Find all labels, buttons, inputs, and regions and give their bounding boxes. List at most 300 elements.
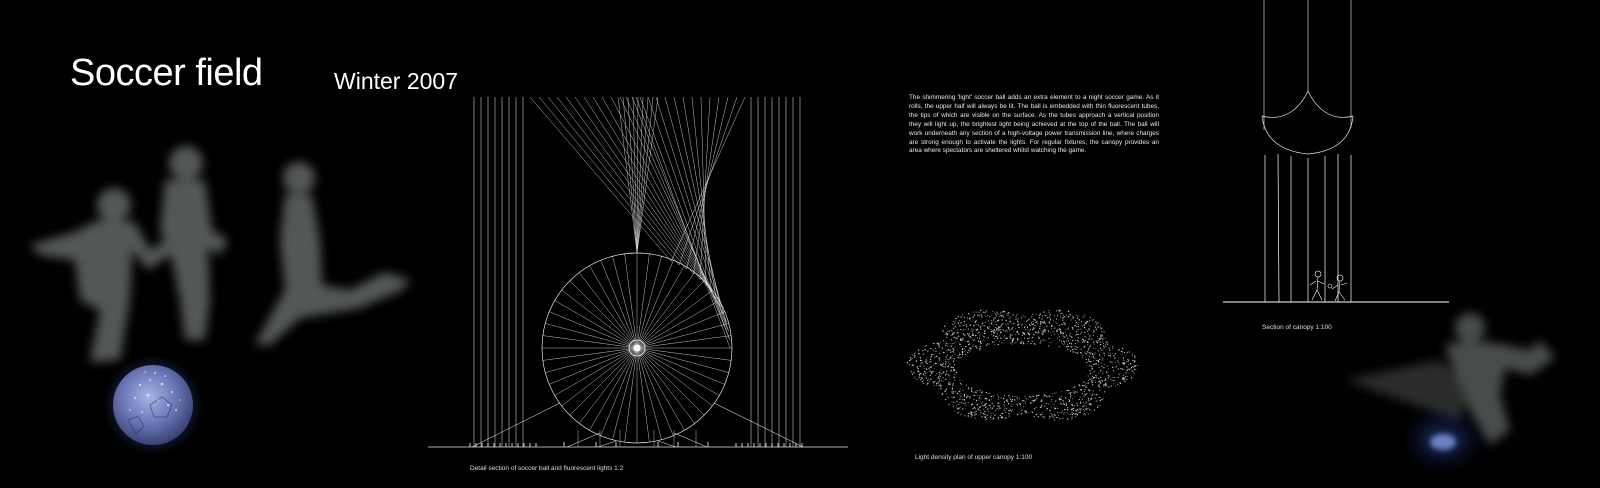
density-dot (1124, 364, 1125, 365)
density-dot (986, 338, 987, 339)
density-dot (1060, 403, 1061, 404)
density-dot (1013, 331, 1014, 332)
density-dot (958, 357, 959, 358)
density-dot (993, 325, 994, 326)
density-dot (1068, 340, 1069, 341)
density-dot (1070, 350, 1071, 351)
density-dot (1114, 346, 1115, 347)
density-dot (997, 328, 998, 329)
density-dot (1055, 408, 1056, 409)
density-dot (967, 341, 968, 342)
density-dot (1110, 353, 1111, 354)
density-dot (968, 387, 969, 388)
density-dot (977, 333, 978, 334)
density-dot (1068, 311, 1069, 312)
ball-spoke-line (637, 348, 673, 436)
density-dot (1072, 414, 1073, 415)
density-dot (915, 355, 916, 356)
density-dot (1102, 338, 1103, 339)
ball-spoke-line (637, 348, 649, 442)
density-dot (957, 393, 958, 394)
density-dot (1012, 339, 1013, 340)
density-dot (1094, 410, 1095, 411)
density-dot (1100, 325, 1101, 326)
density-dot (1103, 353, 1104, 354)
density-dot (1126, 379, 1127, 380)
density-dot (1033, 396, 1034, 397)
density-dot (1035, 322, 1036, 323)
density-dot (1065, 397, 1066, 398)
density-dot (970, 413, 971, 414)
density-dot (1057, 408, 1058, 409)
density-dot (1129, 369, 1130, 370)
density-dot (1088, 380, 1089, 381)
density-dot (945, 345, 946, 346)
density-dot (992, 403, 993, 404)
density-dot (1021, 316, 1022, 317)
density-dot (1026, 329, 1027, 330)
density-dot (1115, 362, 1116, 363)
density-dot (961, 402, 962, 403)
density-dot (971, 388, 972, 389)
density-dot (918, 349, 919, 350)
density-dot (1032, 341, 1033, 342)
density-dot (1079, 399, 1080, 400)
density-dot (946, 356, 947, 357)
density-dot (919, 376, 920, 377)
density-dot (999, 316, 1000, 317)
density-dot (940, 350, 941, 351)
density-dot (950, 335, 951, 336)
density-dot (1063, 340, 1064, 341)
density-dot (1119, 373, 1120, 374)
density-dot (983, 395, 984, 396)
density-dot (1029, 318, 1030, 319)
density-dot (1093, 319, 1094, 320)
density-dot (1028, 399, 1029, 400)
density-dot (993, 413, 994, 414)
density-dot (1017, 405, 1018, 406)
density-dot (1056, 392, 1057, 393)
density-dot (964, 321, 965, 322)
density-dot (997, 333, 998, 334)
density-dot (1086, 406, 1087, 407)
density-dot (1126, 372, 1127, 373)
page-subtitle: Winter 2007 (334, 68, 459, 94)
density-dot (1066, 329, 1067, 330)
density-dot (1084, 315, 1085, 316)
density-dot (930, 361, 931, 362)
density-dot (987, 399, 988, 400)
density-dot (1069, 343, 1070, 344)
density-dot (1130, 363, 1131, 364)
density-dot (1048, 338, 1049, 339)
density-dot (938, 377, 939, 378)
density-dot (978, 324, 979, 325)
density-dot (1135, 369, 1136, 370)
density-dot (1080, 401, 1081, 402)
density-dot (996, 328, 997, 329)
density-dot (1099, 397, 1100, 398)
density-dot (1115, 385, 1116, 386)
density-dot (1039, 326, 1040, 327)
density-dot (923, 366, 924, 367)
density-dot (1066, 315, 1067, 316)
density-dot (1080, 403, 1081, 404)
density-dot (1067, 390, 1068, 391)
density-dot (950, 343, 951, 344)
density-dot (972, 331, 973, 332)
density-dot (986, 411, 987, 412)
density-dot (1028, 412, 1029, 413)
density-dot (1036, 414, 1037, 415)
density-dot (1068, 390, 1069, 391)
density-dot (954, 353, 955, 354)
density-dot (1015, 316, 1016, 317)
density-dot (1034, 328, 1035, 329)
density-dot (983, 413, 984, 414)
density-dot (1060, 331, 1061, 332)
density-dot (983, 312, 984, 313)
density-dot (945, 366, 946, 367)
density-dot (1062, 400, 1063, 401)
density-dot (997, 394, 998, 395)
density-dot (1033, 334, 1034, 335)
density-dot (912, 354, 913, 355)
density-dot (975, 408, 976, 409)
density-dot (1082, 326, 1083, 327)
density-dot (969, 348, 970, 349)
density-dot (1060, 310, 1061, 311)
density-dot (1082, 399, 1083, 400)
density-dot (965, 346, 966, 347)
density-dot (966, 385, 967, 386)
density-dot (1127, 359, 1128, 360)
density-dot (909, 360, 910, 361)
density-dot (1129, 373, 1130, 374)
ball-spoke-line (637, 323, 729, 348)
density-dot (1113, 367, 1114, 368)
density-dot (953, 393, 954, 394)
density-dot (975, 321, 976, 322)
density-dot (1092, 390, 1093, 391)
project-description: The shimmering 'light' soccer ball adds an extra element to a night soccer game. As it rolls, the upper half will always be lit. The ball is embedded with thin fluorescent tubes, the tips of which are visible on the surface. As the tubes approach a vertical position they will light up, the brightest light being achieved at the top of the ball. The ball will work underneath any section of a high-voltage power transmission line, where charges are strong enough to activate the lights. For regular fixtures, the canopy provides an area where spectators are sheltered whilst watching the game. (909, 94, 1159, 155)
density-dot (1011, 343, 1012, 344)
density-dot (1080, 352, 1081, 353)
density-dot (1054, 414, 1055, 415)
density-dot (960, 329, 961, 330)
density-dot (1008, 410, 1009, 411)
density-dot (940, 364, 941, 365)
density-dot (948, 365, 949, 366)
density-dot (1069, 335, 1070, 336)
density-dot (1027, 320, 1028, 321)
density-dot (1072, 328, 1073, 329)
density-dot (1013, 404, 1014, 405)
density-dot (1100, 344, 1101, 345)
density-dot (1123, 380, 1124, 381)
density-dot (1106, 385, 1107, 386)
density-dot (1092, 320, 1093, 321)
density-dot (1078, 324, 1079, 325)
density-dot (970, 351, 971, 352)
density-dot (1108, 368, 1109, 369)
density-dot (1106, 371, 1107, 372)
density-dot (1009, 336, 1010, 337)
density-dot (1106, 343, 1107, 344)
density-dot (1088, 342, 1089, 343)
density-dot (1062, 410, 1063, 411)
density-dot (1027, 343, 1028, 344)
density-dot (1093, 332, 1094, 333)
density-dot (968, 350, 969, 351)
density-dot (984, 336, 985, 337)
density-dot (940, 388, 941, 389)
density-dot (935, 375, 936, 376)
density-dot (1054, 407, 1055, 408)
density-dot (987, 315, 988, 316)
density-dot (1066, 403, 1067, 404)
density-dot (1088, 339, 1089, 340)
density-dot (1080, 390, 1081, 391)
density-dot (1012, 399, 1013, 400)
density-dot (1010, 323, 1011, 324)
density-dot (952, 343, 953, 344)
density-dot (1052, 396, 1053, 397)
density-dot (1089, 346, 1090, 347)
density-dot (1000, 326, 1001, 327)
density-dot (1068, 327, 1069, 328)
density-dot (1087, 321, 1088, 322)
density-dot (1004, 408, 1005, 409)
density-dot (1008, 327, 1009, 328)
density-dot (1057, 315, 1058, 316)
density-dot (946, 373, 947, 374)
density-dot (955, 326, 956, 327)
density-dot (970, 397, 971, 398)
density-dot (1022, 400, 1023, 401)
density-dot (1126, 371, 1127, 372)
density-dot (918, 353, 919, 354)
density-dot (1032, 395, 1033, 396)
density-dot (1103, 348, 1104, 349)
density-dot (979, 336, 980, 337)
density-dot (1110, 355, 1111, 356)
density-dot (1099, 387, 1100, 388)
density-dot (1110, 379, 1111, 380)
density-dot (1103, 346, 1104, 347)
density-dot (1029, 338, 1030, 339)
density-dot (1077, 353, 1078, 354)
density-dot (1102, 360, 1103, 361)
density-dot (1033, 327, 1034, 328)
density-dot (1103, 367, 1104, 368)
density-dot (1000, 415, 1001, 416)
density-dot (1064, 316, 1065, 317)
density-dot (980, 390, 981, 391)
density-dot (1031, 324, 1032, 325)
density-dot (952, 389, 953, 390)
density-dot (1075, 346, 1076, 347)
density-dot (1033, 401, 1034, 402)
density-dot (1090, 335, 1091, 336)
density-dot (1084, 413, 1085, 414)
density-dot (1018, 318, 1019, 319)
density-dot (956, 360, 957, 361)
density-dot (1069, 399, 1070, 400)
density-dot (925, 373, 926, 374)
density-dot (1067, 344, 1068, 345)
density-dot (1060, 399, 1061, 400)
density-dot (1053, 321, 1054, 322)
density-dot (1032, 314, 1033, 315)
density-dot (1072, 405, 1073, 406)
density-dot (976, 414, 977, 415)
density-dot (1010, 335, 1011, 336)
density-dot (926, 345, 927, 346)
density-dot (999, 341, 1000, 342)
density-dot (1044, 330, 1045, 331)
ball-spoke-line (555, 301, 637, 349)
density-dot (1017, 339, 1018, 340)
ball-spoke-line (612, 256, 637, 348)
density-dot (978, 409, 979, 410)
density-dot (1105, 378, 1106, 379)
density-dot (992, 342, 993, 343)
density-dot (1077, 340, 1078, 341)
density-dot (961, 322, 962, 323)
fluorescent-tube-line (575, 97, 706, 286)
density-dot (1016, 404, 1017, 405)
density-dot (952, 401, 953, 402)
density-dot (1046, 403, 1047, 404)
density-dot (1059, 340, 1060, 341)
density-dot (970, 325, 971, 326)
density-dot (1009, 334, 1010, 335)
density-dot (1081, 390, 1082, 391)
density-dot (957, 329, 958, 330)
density-dot (1010, 338, 1011, 339)
density-dot (1132, 370, 1133, 371)
density-dot (951, 397, 952, 398)
density-dot (1089, 361, 1090, 362)
density-dot (1086, 402, 1087, 403)
density-dot (1028, 334, 1029, 335)
density-dot (977, 404, 978, 405)
density-dot (962, 314, 963, 315)
density-dot (953, 369, 954, 370)
density-dot (1001, 319, 1002, 320)
density-dot (1127, 352, 1128, 353)
density-dot (1000, 329, 1001, 330)
density-dot (1088, 389, 1089, 390)
density-dot (1052, 393, 1053, 394)
density-dot (1039, 337, 1040, 338)
density-dot (1066, 334, 1067, 335)
density-dot (1085, 414, 1086, 415)
density-dot (1061, 341, 1062, 342)
density-dot (1092, 376, 1093, 377)
density-dot (951, 352, 952, 353)
density-dot (1114, 383, 1115, 384)
density-dot (1098, 360, 1099, 361)
density-dot (1119, 375, 1120, 376)
density-dot (1008, 403, 1009, 404)
density-dot (934, 357, 935, 358)
ball-spoke-line (590, 348, 638, 430)
density-dot (1088, 348, 1089, 349)
density-dot (1061, 412, 1062, 413)
density-dot (1095, 382, 1096, 383)
density-dot (993, 418, 994, 419)
density-dot (1001, 413, 1002, 414)
density-dot (1052, 414, 1053, 415)
density-dot (1113, 380, 1114, 381)
density-dot (961, 346, 962, 347)
density-dot (1122, 352, 1123, 353)
density-dot (959, 399, 960, 400)
density-dot (1050, 319, 1051, 320)
density-dot (1068, 338, 1069, 339)
density-dot (1084, 325, 1085, 326)
density-dot (1110, 386, 1111, 387)
density-dot (1104, 346, 1105, 347)
density-dot (1054, 327, 1055, 328)
density-dot (920, 373, 921, 374)
density-dot (1011, 401, 1012, 402)
density-dot (970, 411, 971, 412)
density-dot (933, 343, 934, 344)
density-dot (954, 332, 955, 333)
density-dot (1012, 406, 1013, 407)
density-dot (1064, 341, 1065, 342)
density-dot (989, 324, 990, 325)
density-dot (1064, 413, 1065, 414)
density-dot (924, 352, 925, 353)
density-dot (1034, 325, 1035, 326)
density-dot (1044, 396, 1045, 397)
density-dot (1027, 327, 1028, 328)
density-dot (1089, 328, 1090, 329)
density-dot (980, 342, 981, 343)
density-dot (1064, 409, 1065, 410)
density-dot (1049, 396, 1050, 397)
density-dot (951, 339, 952, 340)
density-dot (1131, 367, 1132, 368)
density-dot (1103, 345, 1104, 346)
density-dot (1098, 364, 1099, 365)
density-dot (958, 334, 959, 335)
density-dot (1128, 359, 1129, 360)
density-dot (1091, 395, 1092, 396)
density-dot (954, 364, 955, 365)
density-dot (1093, 364, 1094, 365)
density-dot (923, 365, 924, 366)
density-dot (1098, 326, 1099, 327)
density-dot (1099, 341, 1100, 342)
density-dot (945, 399, 946, 400)
density-dot (1057, 412, 1058, 413)
density-dot (1018, 324, 1019, 325)
density-dot (1033, 400, 1034, 401)
density-dot (1048, 310, 1049, 311)
density-dot (1117, 384, 1118, 385)
density-dot (1085, 394, 1086, 395)
density-dot (962, 390, 963, 391)
density-dot (1054, 315, 1055, 316)
density-dot (955, 391, 956, 392)
density-dot (933, 365, 934, 366)
